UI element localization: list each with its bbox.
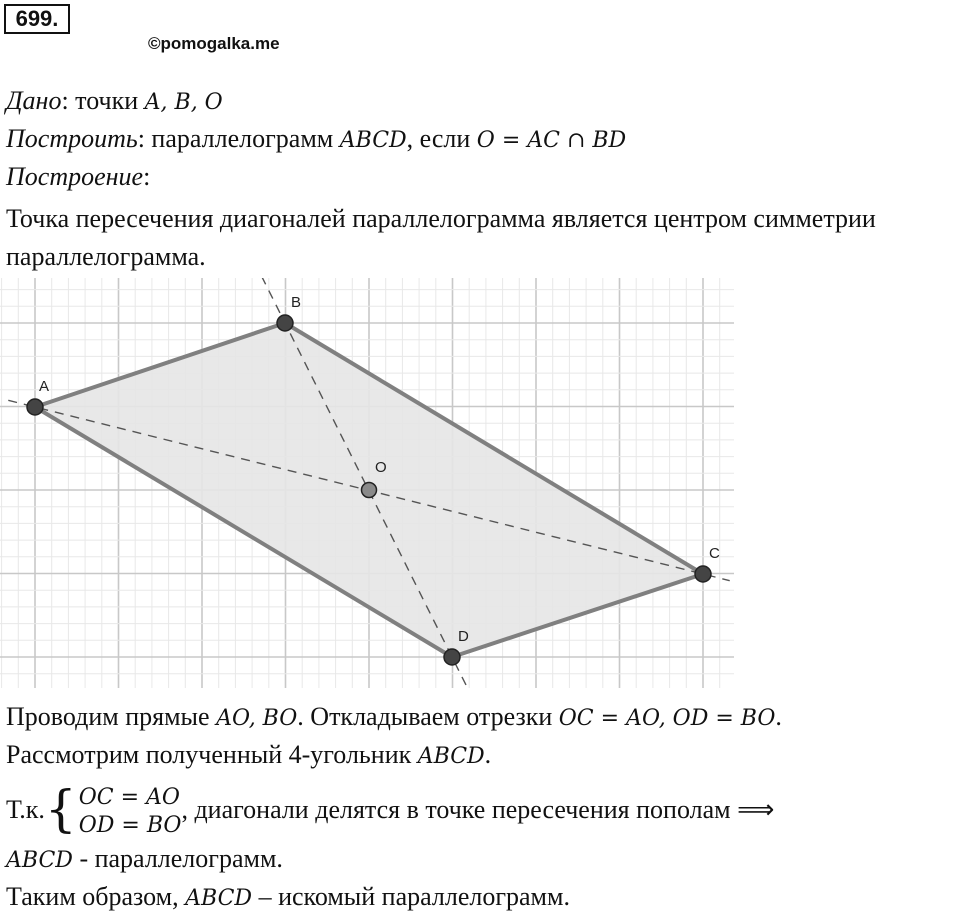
step4-text: - параллелограмм. <box>72 844 283 873</box>
system-eq-2: OD = BO <box>78 813 182 838</box>
given-math: A, B, O <box>144 90 223 115</box>
step1-line <box>6 700 782 736</box>
step2-text-1: Рассмотрим полученный 4-угольник <box>6 740 418 769</box>
construction-colon: : <box>143 162 151 191</box>
parallelogram-figure <box>0 278 740 690</box>
given-text: : точки <box>61 86 145 115</box>
paragraph-line-1: Точка пересечения диагоналей параллелограмма является центром симметрии <box>6 204 876 233</box>
point-label-o: O <box>375 459 387 476</box>
point-c <box>695 566 711 582</box>
step1-text-2: . Откладываем отрезки <box>297 702 559 731</box>
step1-text-1: Проводим прямые <box>6 702 217 731</box>
system-eq-1: OC = AO <box>78 785 180 810</box>
step1-text-3: . <box>775 702 782 731</box>
construction-label: Построение <box>6 162 144 191</box>
step3-text: диагонали делятся в точке пересечения пополам ⟹ <box>187 795 775 824</box>
construct-label: Построить <box>6 124 138 153</box>
site-watermark: ©pomogalka.me <box>148 34 280 53</box>
step1-math-2: OC = AO, OD = BO <box>558 706 776 731</box>
construct-math-1: ABCD <box>339 128 407 153</box>
conclusion-text-2: – искомый параллелограмм. <box>252 882 570 911</box>
step3-prefix: Т.к. <box>6 795 45 824</box>
step3-line <box>6 780 775 840</box>
construction-line <box>6 160 150 194</box>
construct-text-2: , если <box>406 124 477 153</box>
conclusion-line <box>6 880 570 916</box>
point-label-a: A <box>39 378 50 395</box>
given-line <box>6 84 223 120</box>
conclusion-text-1: Таким образом, <box>6 882 186 911</box>
system-brace: { <box>44 780 77 838</box>
construct-text: : параллелограмм <box>137 124 340 153</box>
step3-comma: , <box>181 795 188 824</box>
equation-system <box>79 784 182 840</box>
point-a <box>27 399 43 415</box>
point-b <box>277 315 293 331</box>
point-label-b: B <box>291 294 302 311</box>
step2-line <box>6 738 491 774</box>
step4-line <box>6 842 283 878</box>
construct-math-2: O = AC ∩ BD <box>476 128 627 153</box>
point-o <box>362 483 377 498</box>
given-label: Дано <box>6 86 62 115</box>
point-label-c: C <box>709 545 720 562</box>
step2-text-2: . <box>484 740 492 769</box>
construct-line <box>6 122 626 158</box>
step1-math-1: AO, BO <box>216 706 298 731</box>
problem-number: 699. <box>4 4 70 34</box>
point-label-d: D <box>458 628 469 645</box>
point-d <box>444 649 460 665</box>
conclusion-math: ABCD <box>185 886 253 911</box>
step2-math: ABCD <box>417 744 485 769</box>
paragraph-line-2: параллелограмма. <box>6 242 206 271</box>
step4-math: ABCD <box>6 848 73 873</box>
